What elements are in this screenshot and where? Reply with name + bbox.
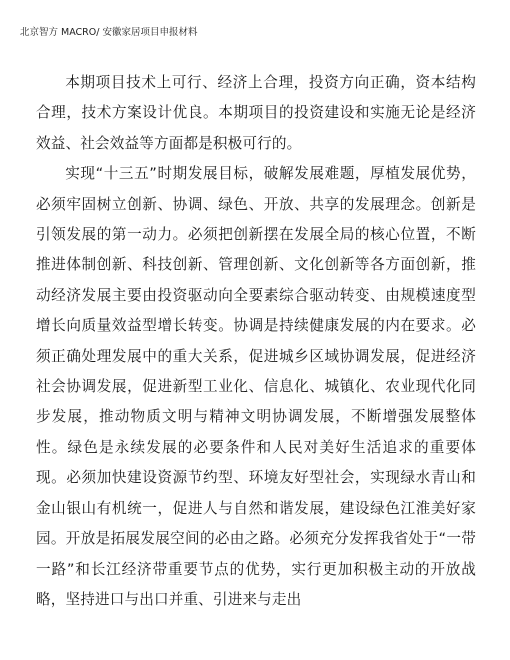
paragraph-feasibility: 本期项目技术上可行、经济上合理，投资方向正确，资本结构合理，技术方案设计优良。本期项目的投资建设和实施无论是经济效益、社会效益等方面都是积极可行的。 — [36, 74, 476, 152]
paragraph-development-concepts: 实现“十三五”时期发展目标，破解发展难题，厚植发展优势，必须牢固树立创新、协调、绿色、开放、共享的发展理念。创新是引领发展的第一动力。必须把创新摆在发展全局的核心位置，不断推进体制创新、科技创新、管理创新、文化创新等各方面创新，推动经济发展主要由投资驱动向全要素综合驱动转变、由规模速度型增长向质量效益型增长转变。协调是持续健康发展的内在要求。必须正确处理发展中的重大关系，促进城乡区域协调发展，促进经济社会协调发展，促进新型工业化、信息化、城镇化、农业现代化同步发展，推动物质文明与精神文明协调发展，不断增强发展整体性。绿色是永续发展的必要条件和人民对美好生活追求的重要体现。必须加快建设资源节约型、环境友好型社会，实现绿水青山和金山银山有机统一，促进人与自然和谐发展，建设绿色江淮美好家园。开放是拓展发展空间的必由之路。必须充分发挥我省处于“一带一路”和长江经济带重要节点的优势，实行更加积极主动的开放战略，坚持进口与出口并重、引进来与走出 — [36, 165, 476, 608]
page-header: 北京智方 MACRO/ 安徽家居项目申报材料 — [20, 27, 198, 38]
document-body — [36, 68, 476, 615]
